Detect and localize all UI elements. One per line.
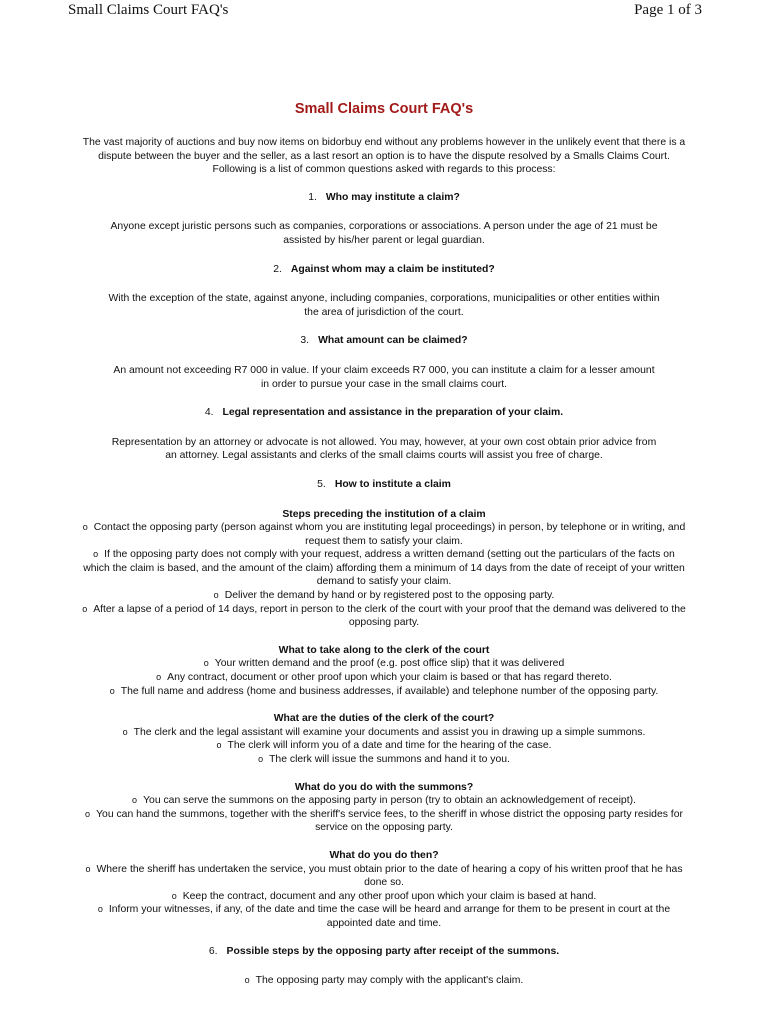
bullet-list-opposing-party <box>82 974 686 988</box>
list-item: o The opposing party may comply with the applicant's claim. <box>244 975 524 987</box>
section-heading-take-along: What to take along to the clerk of the court <box>278 644 490 656</box>
section-heading-summons: What do you do with the summons? <box>294 781 474 793</box>
section-heading-then: What do you do then? <box>329 849 439 861</box>
header-title: Small Claims Court FAQ's <box>68 2 229 18</box>
bullet-list-take-along <box>82 657 686 698</box>
list-item: o Where the sheriff has undertaken the service, you must obtain prior to the date of hearing a copy of his written proof that he has done so. <box>85 863 683 889</box>
section-heading-clerk-duties: What are the duties of the clerk of the court? <box>273 713 495 725</box>
answer-4: Representation by an attorney or advocate is not allowed. You may, however, at your own cost obtain prior advice from an attorney. Legal assistants and clerks of the small claims courts will assist you free of charge. <box>111 436 657 462</box>
bullet-icon: o <box>97 904 103 915</box>
question-heading-3: 3. What amount can be claimed? <box>300 335 468 347</box>
list-item: o After a lapse of a period of 14 days, report in person to the clerk of the court with your proof that the demand was delivered to the opposing party. <box>82 603 686 629</box>
intro-paragraph: The vast majority of auctions and buy now items on bidorbuy end without any problems however in the unlikely event that there is a dispute between the buyer and the seller, as a last resort an option is to have the dispute resolved by a Smalls Claims Court. Following is a list of common questions asked with regards to this process: <box>82 137 686 176</box>
list-item: o Your written demand and the proof (e.g. post office slip) that it was delivered <box>203 658 565 670</box>
answer-3: An amount not exceeding R7 000 in value. If your claim exceeds R7 000, you can institute a claim for a lesser amount in order to pursue your case in the small claims court. <box>113 364 655 390</box>
bullet-icon: o <box>109 685 115 696</box>
list-item: o Any contract, document or other proof upon which your claim is based or that has regard thereto. <box>156 672 612 684</box>
list-item: o Deliver the demand by hand or by registered post to the opposing party. <box>213 590 555 602</box>
list-item: o You can hand the summons, together with the sheriff's service fees, to the sheriff in whose district the opposing party resides for service on the opposing party. <box>85 808 683 834</box>
bullet-icon: o <box>156 672 162 683</box>
bullet-list-steps <box>82 521 686 630</box>
list-item: o The clerk will inform you of a date and time for the hearing of the case. <box>216 740 552 752</box>
bullet-icon: o <box>171 890 177 901</box>
list-item: o Contact the opposing party (person against whom you are instituting legal proceedings) in person, by telephone or in writing, and request them to satisfy your claim. <box>82 522 686 547</box>
bullet-icon: o <box>85 808 91 819</box>
bullet-icon: o <box>82 522 88 533</box>
list-item: o The full name and address (home and business addresses, if available) and telephone number of the opposing party. <box>109 685 659 697</box>
page-header <box>0 0 768 22</box>
bullet-icon: o <box>85 863 91 874</box>
question-heading-6: 6. Possible steps by the opposing party after receipt of the summons. <box>208 945 560 957</box>
list-item: o If the opposing party does not comply with your request, address a written demand (setting out the particulars of the facts on which the claim is based, and the amount of the claim) affording them a minimum of 14 days from the date of receipt of your written demand to satisfy your claim. <box>83 549 685 588</box>
header-page-number: Page 1 of 3 <box>634 2 702 18</box>
bullet-icon: o <box>213 590 219 601</box>
bullet-icon: o <box>203 658 209 669</box>
question-heading-1: 1. Who may institute a claim? <box>308 191 460 203</box>
list-item: o Inform your witnesses, if any, of the date and time the case will be heard and arrange for them to be present in court at the appointed date and time. <box>97 904 671 929</box>
section-heading-steps: Steps preceding the institution of a claim <box>282 508 486 520</box>
list-item: o The clerk will issue the summons and hand it to you. <box>258 754 510 765</box>
bullet-icon: o <box>132 795 138 806</box>
bullet-icon: o <box>216 740 222 751</box>
question-heading-2: 2. Against whom may a claim be instituted? <box>273 263 495 275</box>
bullet-list-then <box>82 863 686 931</box>
bullet-icon: o <box>258 754 264 764</box>
bullet-icon: o <box>82 603 88 614</box>
answer-2: With the exception of the state, against anyone, including companies, corporations, municipalities or other entities within the area of jurisdiction of the court. <box>108 293 660 318</box>
document-title: Small Claims Court FAQ's <box>294 101 474 117</box>
bullet-list-summons <box>82 794 686 835</box>
spacer <box>82 931 686 945</box>
question-heading-4: 4. Legal representation and assistance in the preparation of your claim. <box>204 407 564 419</box>
bullet-icon: o <box>93 549 99 560</box>
answer-1: Anyone except juristic persons such as companies, corporations or associations. A person under the age of 21 must be assisted by his/her parent or legal guardian. <box>110 221 658 246</box>
list-item: o Keep the contract, document and any other proof upon which your claim is based at hand. <box>171 890 597 902</box>
bullet-icon: o <box>122 726 128 737</box>
question-heading-5: 5. How to institute a claim <box>317 478 451 490</box>
list-item: o You can serve the summons on the apposing party in person (try to obtain an acknowledgement of receipt). <box>132 795 636 807</box>
list-item: o The clerk and the legal assistant will examine your documents and assist you in drawing up a simple summons. <box>122 726 646 738</box>
bullet-icon: o <box>244 975 250 986</box>
bullet-list-clerk-duties <box>82 726 686 767</box>
document-body <box>82 100 686 988</box>
